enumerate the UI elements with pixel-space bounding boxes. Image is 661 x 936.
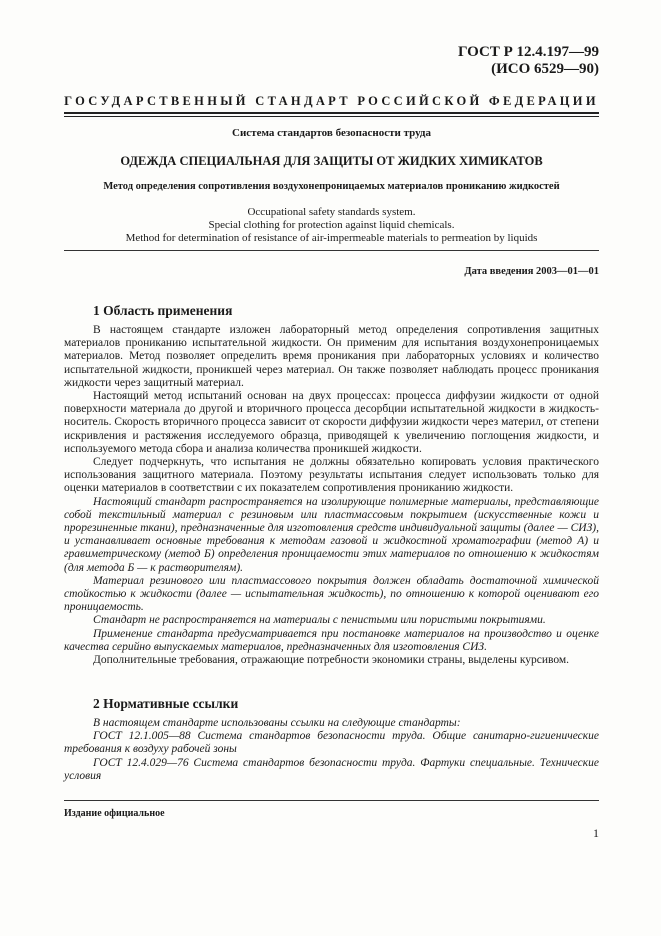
english-title-line: Method for determination of resistance of air-impermeable materials to permeation by liquids <box>125 232 538 244</box>
paragraph-italic: Настоящий стандарт распространяется на изолирующие полимерные материалы, представляющие собой текстильный материал с резиновым или пластмассовым покрытием (искусственные кожи и прорезиненные ткани), предназначенные для изготовления средств индивидуальной защиты (далее — СИЗ), и устанавливает основные требования к методам газовой и жидкостной хроматографии (метод А) и гравиметрическому (метод Б) определения проницаемости этих материалов по отношению к жидкостям (для метода Б — к растворителям). <box>64 495 599 574</box>
effective-date: Дата введения 2003—01—01 <box>464 266 599 277</box>
title-rule <box>64 250 599 251</box>
official-edition: Издание официальное <box>64 808 165 819</box>
gost-number: ГОСТ Р 12.4.197—99 <box>457 44 599 60</box>
paragraph: Дополнительные требования, отражающие потребности экономики страны, выделены курсивом. <box>93 654 570 667</box>
document-code <box>458 44 599 78</box>
section-heading: 2 Нормативные ссылки <box>93 696 239 711</box>
page-number: 1 <box>593 826 599 840</box>
reference-item: ГОСТ 12.1.005—88 Система стандартов безопасности труда. Общие санитарно-гигиенические требования к воздуху рабочей зоны <box>64 730 599 756</box>
paragraph-italic: В настоящем стандарте использованы ссылки на следующие стандарты: <box>93 717 461 729</box>
paragraph: Настоящий метод испытаний основан на двух процессах: процесса диффузии жидкости от одной поверхности материала до другой и вторичного процесса десорбции испытательной жидкости в жидкость-носитель. Скорость вторичного процесса зависит от скорости диффузии жидкости через материл, от степени искривления и растяжения исследуемого образца, приводящей к увеличению поглощения жидкости, и используемого метода сбора и анализа количества проникшей жидкости. <box>64 390 599 455</box>
section-1-body <box>64 324 599 667</box>
header-rule <box>64 112 599 117</box>
main-title: ОДЕЖДА СПЕЦИАЛЬНАЯ ДЛЯ ЗАЩИТЫ ОТ ЖИДКИХ ХИМИКАТОВ <box>120 154 543 168</box>
paragraph: В настоящем стандарте изложен лабораторный метод определения сопротивления защитных материалов прониканию испытательной жидкости. Он применим для испытания воздухонепроницаемых материалов. Метод позволяет определить время проникания при лабораторных условиях и количество испытательной жидкости, проникшей через материал. Он также позволяет наблюдать процесс проникания жидкости через защитный материал. <box>64 324 599 389</box>
state-standard-banner: ГОСУДАРСТВЕННЫЙ СТАНДАРТ РОССИЙСКОЙ ФЕДЕРАЦИИ <box>64 94 599 108</box>
english-title-line: Special clothing for protection against liquid chemicals. <box>208 219 455 231</box>
paragraph-italic: Стандарт не распространяется на материалы с пенистыми или пористыми покрытиями. <box>93 614 546 627</box>
paragraph-italic: Материал резинового или пластмассового покрытия должен обладать достаточной химической стойкостью к жидкости (далее — испытательная жидкость), по отношению к которой оценивают его проницаемость. <box>64 574 599 614</box>
english-title <box>64 206 599 245</box>
section-heading: 1 Область применения <box>93 303 233 318</box>
iso-number: (ИСО 6529—90) <box>491 61 599 77</box>
paragraph: Следует подчеркнуть, что испытания не должны обязательно копировать условия практического использования защитного материала. Поэтому результаты испытания следует использовать только для оценки материалов в соответствии с их показателем сопротивления прониканию жидкости. <box>64 456 599 495</box>
paragraph-italic: Применение стандарта предусматривается при постановке материалов на производство и оценке качества серийно выпускаемых материалов, предназначенных для изготовления СИЗ. <box>64 627 599 653</box>
series-title: Система стандартов безопасности труда <box>232 127 431 139</box>
footer-rule <box>64 800 599 801</box>
section-2-body <box>64 717 599 783</box>
english-title-line: Occupational safety standards system. <box>247 206 416 218</box>
reference-item: ГОСТ 12.4.029—76 Система стандартов безопасности труда. Фартуки специальные. Технические условия <box>64 756 599 782</box>
subtitle: Метод определения сопротивления воздухонепроницаемых материалов прониканию жидкостей <box>103 181 560 192</box>
